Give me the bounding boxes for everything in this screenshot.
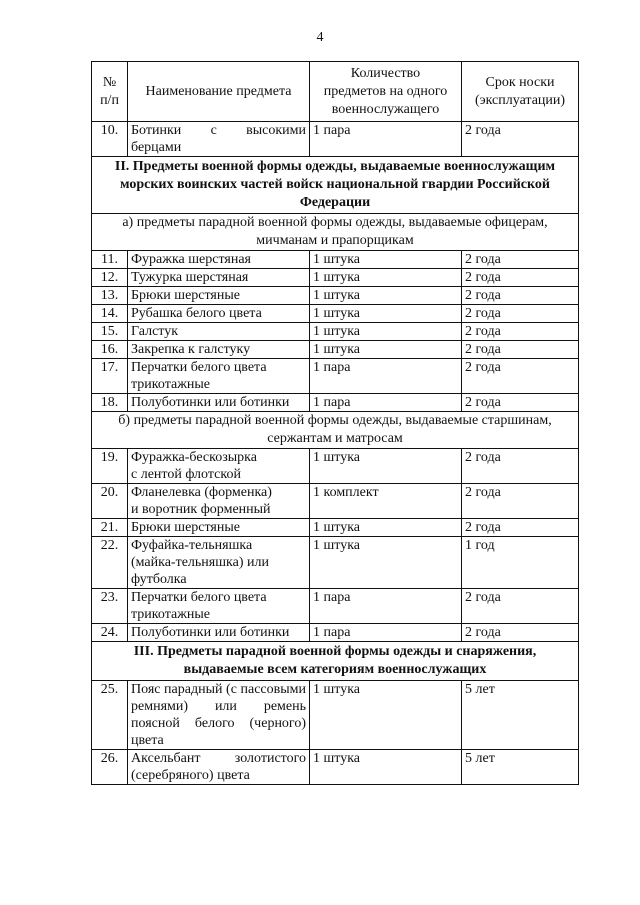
row-quantity: 1 штука: [310, 519, 462, 537]
row-quantity: 1 штука: [310, 537, 462, 589]
table-row: [92, 122, 579, 157]
row-item-name: Закрепка к галстуку: [128, 341, 310, 359]
table-row: [92, 269, 579, 287]
row-wear-term: 2 года: [462, 394, 579, 412]
section-heading: II. Предметы военной формы одежды, выдаваемые военнослужащим морских воинских частей войск национальной гвардии Российской Федерации: [92, 157, 579, 214]
row-wear-term: 2 года: [462, 484, 579, 519]
row-wear-term: 2 года: [462, 449, 579, 484]
row-wear-term: 2 года: [462, 305, 579, 323]
subsection-heading: б) предметы парадной военной формы одежды, выдаваемые старшинам, сержантам и матросам: [92, 412, 579, 449]
row-wear-term: 2 года: [462, 519, 579, 537]
section-heading: III. Предметы парадной военной формы одежды и снаряжения, выдаваемые всем категориям военнослужащих: [92, 642, 579, 681]
row-wear-term: 2 года: [462, 251, 579, 269]
row-item-name: Тужурка шерстяная: [128, 269, 310, 287]
row-number: 17.: [92, 359, 128, 394]
table-row: [92, 589, 579, 624]
row-number: 21.: [92, 519, 128, 537]
row-quantity: 1 штука: [310, 269, 462, 287]
row-number: 16.: [92, 341, 128, 359]
row-wear-term: 2 года: [462, 122, 579, 157]
table-row: [92, 305, 579, 323]
row-quantity: 1 штука: [310, 750, 462, 785]
row-number: 14.: [92, 305, 128, 323]
section-heading-row: [92, 642, 579, 681]
table-body: [92, 122, 579, 785]
row-wear-term: 5 лет: [462, 750, 579, 785]
row-number: 25.: [92, 681, 128, 750]
page-number: 4: [316, 30, 324, 45]
row-wear-term: 1 год: [462, 537, 579, 589]
row-quantity: 1 пара: [310, 122, 462, 157]
row-quantity: 1 штука: [310, 287, 462, 305]
subsection-heading-row: [92, 214, 579, 251]
table-row: [92, 287, 579, 305]
row-wear-term: 2 года: [462, 287, 579, 305]
row-number: 12.: [92, 269, 128, 287]
table-row: [92, 537, 579, 589]
row-item-name: Ботинки с высокими берцами: [128, 122, 310, 157]
row-number: 23.: [92, 589, 128, 624]
row-number: 20.: [92, 484, 128, 519]
section-heading-row: [92, 157, 579, 214]
row-number: 10.: [92, 122, 128, 157]
row-item-name: Полуботинки или ботинки: [128, 394, 310, 412]
row-item-name: Полуботинки или ботинки: [128, 624, 310, 642]
row-number: 22.: [92, 537, 128, 589]
equipment-table: [91, 61, 579, 785]
row-number: 13.: [92, 287, 128, 305]
table-row: [92, 624, 579, 642]
row-quantity: 1 пара: [310, 359, 462, 394]
table-row: [92, 251, 579, 269]
row-quantity: 1 штука: [310, 323, 462, 341]
row-item-name: Фуфайка-тельняшка (майка-тельняшка) или футболка: [128, 537, 310, 589]
row-wear-term: 2 года: [462, 589, 579, 624]
table-row: [92, 750, 579, 785]
row-quantity: 1 пара: [310, 589, 462, 624]
row-quantity: 1 штука: [310, 341, 462, 359]
row-item-name: Пояс парадный (с пассовыми ремнями) или ремень поясной белого (черного) цвета: [128, 681, 310, 750]
table-row: [92, 449, 579, 484]
row-quantity: 1 штука: [310, 681, 462, 750]
row-number: 24.: [92, 624, 128, 642]
row-wear-term: 2 года: [462, 269, 579, 287]
header-quantity: Количество предметов на одного военнослужащего: [310, 62, 462, 122]
subsection-heading: а) предметы парадной военной формы одежды, выдаваемые офицерам, мичманам и прапорщикам: [92, 214, 579, 251]
row-number: 18.: [92, 394, 128, 412]
row-quantity: 1 штука: [310, 449, 462, 484]
row-wear-term: 2 года: [462, 323, 579, 341]
row-item-name: Перчатки белого цвета трикотажные: [128, 589, 310, 624]
row-item-name: Фуражка-бескозырка с лентой флотской: [128, 449, 310, 484]
table-row: [92, 484, 579, 519]
row-number: 11.: [92, 251, 128, 269]
header-number: № п/п: [92, 62, 128, 122]
row-item-name: Брюки шерстяные: [128, 519, 310, 537]
table-row: [92, 394, 579, 412]
row-quantity: 1 штука: [310, 251, 462, 269]
table-row: [92, 681, 579, 750]
table-row: [92, 519, 579, 537]
row-wear-term: 2 года: [462, 341, 579, 359]
row-number: 26.: [92, 750, 128, 785]
table-row: [92, 323, 579, 341]
row-item-name: Аксельбант золотистого (серебряного) цвета: [128, 750, 310, 785]
row-quantity: 1 пара: [310, 624, 462, 642]
row-number: 19.: [92, 449, 128, 484]
row-wear-term: 2 года: [462, 624, 579, 642]
row-item-name: Перчатки белого цвета трикотажные: [128, 359, 310, 394]
row-item-name: Брюки шерстяные: [128, 287, 310, 305]
row-item-name: Фланелевка (форменка) и воротник форменный: [128, 484, 310, 519]
row-item-name: Галстук: [128, 323, 310, 341]
header-wear-term: Срок носки (эксплуатации): [462, 62, 579, 122]
table-row: [92, 359, 579, 394]
row-item-name: Рубашка белого цвета: [128, 305, 310, 323]
row-wear-term: 5 лет: [462, 681, 579, 750]
row-quantity: 1 штука: [310, 305, 462, 323]
row-quantity: 1 пара: [310, 394, 462, 412]
subsection-heading-row: [92, 412, 579, 449]
row-quantity: 1 комплект: [310, 484, 462, 519]
row-wear-term: 2 года: [462, 359, 579, 394]
row-number: 15.: [92, 323, 128, 341]
table-header-row: [92, 62, 579, 122]
header-item-name: Наименование предмета: [128, 62, 310, 122]
row-item-name: Фуражка шерстяная: [128, 251, 310, 269]
table-row: [92, 341, 579, 359]
